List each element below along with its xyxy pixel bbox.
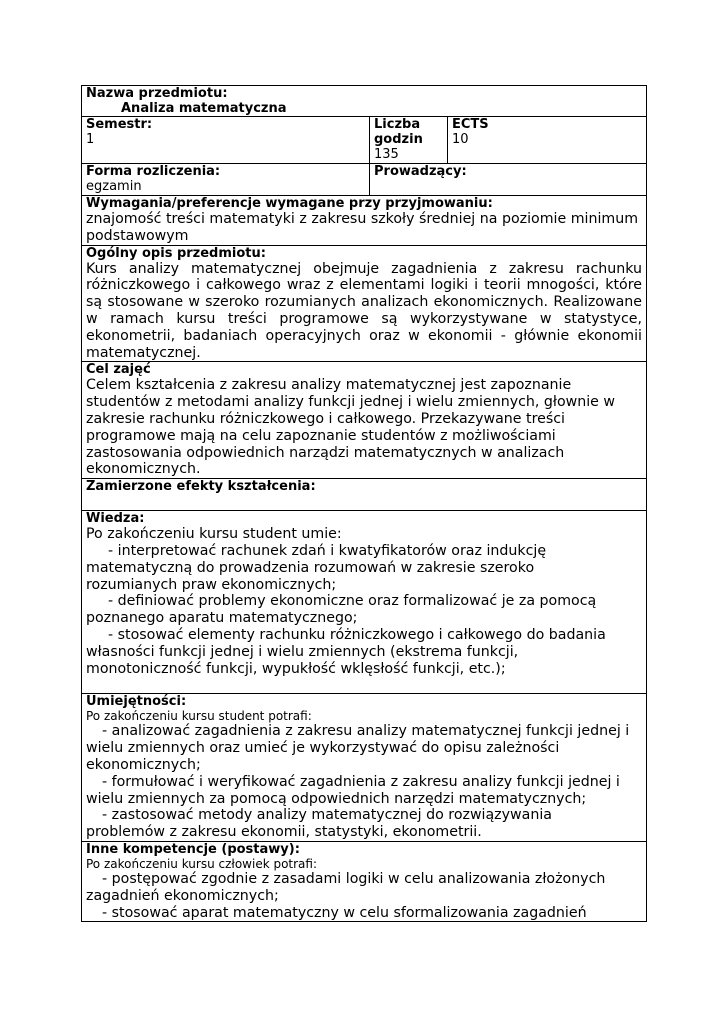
hours-value: 135 (374, 147, 399, 162)
competences-row (82, 841, 647, 921)
semester-row (82, 117, 647, 164)
skills-row (82, 694, 647, 842)
requirements-row (82, 196, 647, 246)
skills-intro: Po zakończeniu kursu student potrafi: (86, 709, 312, 724)
goals-row (82, 362, 647, 479)
course-name-value: Analiza matematyczna (121, 101, 287, 116)
ects-value: 10 (452, 132, 469, 147)
skills-item: - zastosować metody analizy matematycznej do rozwiązywania problemów z zakresu ekonomii, statystyki, ekonometrii. (86, 807, 552, 841)
skills-item: - formułować i weryfikować zagadnienia z zakresu analizy funkcji jednej i wielu zmiennych za pomocą odpowiednich narzędzi matematycznych; (86, 773, 620, 807)
requirements-text: znajomość treści matematyki z zakresu szkoły średniej na poziomie minimum podstawowym (86, 211, 639, 244)
assessment-value: egzamin (86, 179, 142, 194)
course-name-label: Nazwa przedmiotu: (86, 86, 228, 101)
outcomes-row (82, 479, 647, 511)
outcomes-label: Zamierzone efekty kształcenia: (86, 479, 316, 495)
general-description-label: Ogólny opis przedmiotu: (86, 245, 266, 261)
skills-item: - analizować zagadnienia z zakresu analizy matematycznej funkcji jednej i wielu zmiennych oraz umieć je wykorzystywać do opisu zależności ekonomicznych; (86, 723, 630, 773)
knowledge-item: - interpretować rachunek zdań i kwatyfikatorów oraz indukcję matematyczną do prowadzenia rozumowań w zakresie szeroko rozumianych praw ekonomicznych; (86, 542, 547, 593)
goals-text: Celem kształcenia z zakresu analizy matematycznej jest zapoznanie studentów z metodami analizy funkcji jednej i wielu zmiennych, głownie w zakresie rachunku różniczkowego i całkowego. Przekazywane treści programowe mają na celu zapoznanie studentów z możliwościami zastosowania odpowiednich narządzi matematycznych w analizach ekonomicznych. (86, 377, 615, 478)
competences-intro: Po zakończeniu kursu człowiek potrafi: (86, 856, 318, 871)
knowledge-row (82, 511, 647, 694)
knowledge-item: - definiować problemy ekonomiczne oraz formalizować je za pomocą poznanego aparatu matematycznego; (86, 593, 597, 627)
skills-label: Umiejętności: (86, 694, 187, 710)
hours-label-line1: Liczba (374, 117, 421, 132)
competences-item: - stosować aparat matematyczny w celu sformalizowania zagadnień (102, 904, 587, 921)
requirements-label: Wymagania/preferencje wymagane przy przyjmowaniu: (86, 196, 493, 211)
semester-label: Semestr: (86, 117, 153, 132)
ects-label: ECTS (452, 117, 489, 132)
semester-value: 1 (86, 132, 95, 147)
instructors-label: Prowadzący: (374, 164, 467, 179)
competences-label: Inne kompetencje (postawy): (86, 841, 300, 857)
hours-label-line2: godzin (374, 132, 423, 147)
general-description-row (82, 245, 647, 362)
syllabus-table (81, 85, 647, 922)
assessment-row (82, 164, 647, 196)
general-description-text: Kurs analizy matematycznej obejmuje zagadnienia z zakresu rachunku różniczkowego i całkowego wraz z elementami logiki i teorii mnogości, które są stosowane w szeroko rozumianych analizach ekonomicznych. Realizowane w ramach kursu treści programowe są wykorzystywane w statystyce, ekonometrii, badaniach operacyjnych oraz w ekonomii - głównie ekonomii matematycznej. (86, 260, 642, 361)
course-syllabus-table (81, 85, 646, 922)
knowledge-item: - stosować elementy rachunku różniczkowego i całkowego do badania własności funkcji jednej i wielu zmiennych (ekstrema funkcji, monotoniczność funkcji, wypukłość wklęsłość funkcji, etc.); (86, 626, 606, 677)
course-name-row (82, 86, 647, 117)
assessment-label: Forma rozliczenia: (86, 164, 221, 179)
competences-item: - postępować zgodnie z zasadami logiki w celu analizowania złożonych zagadnień ekonomicznych; (86, 870, 606, 904)
knowledge-intro: Po zakończeniu kursu student umie: (86, 526, 342, 543)
goals-label: Cel zajęć (86, 362, 151, 378)
knowledge-label: Wiedza: (86, 511, 145, 527)
